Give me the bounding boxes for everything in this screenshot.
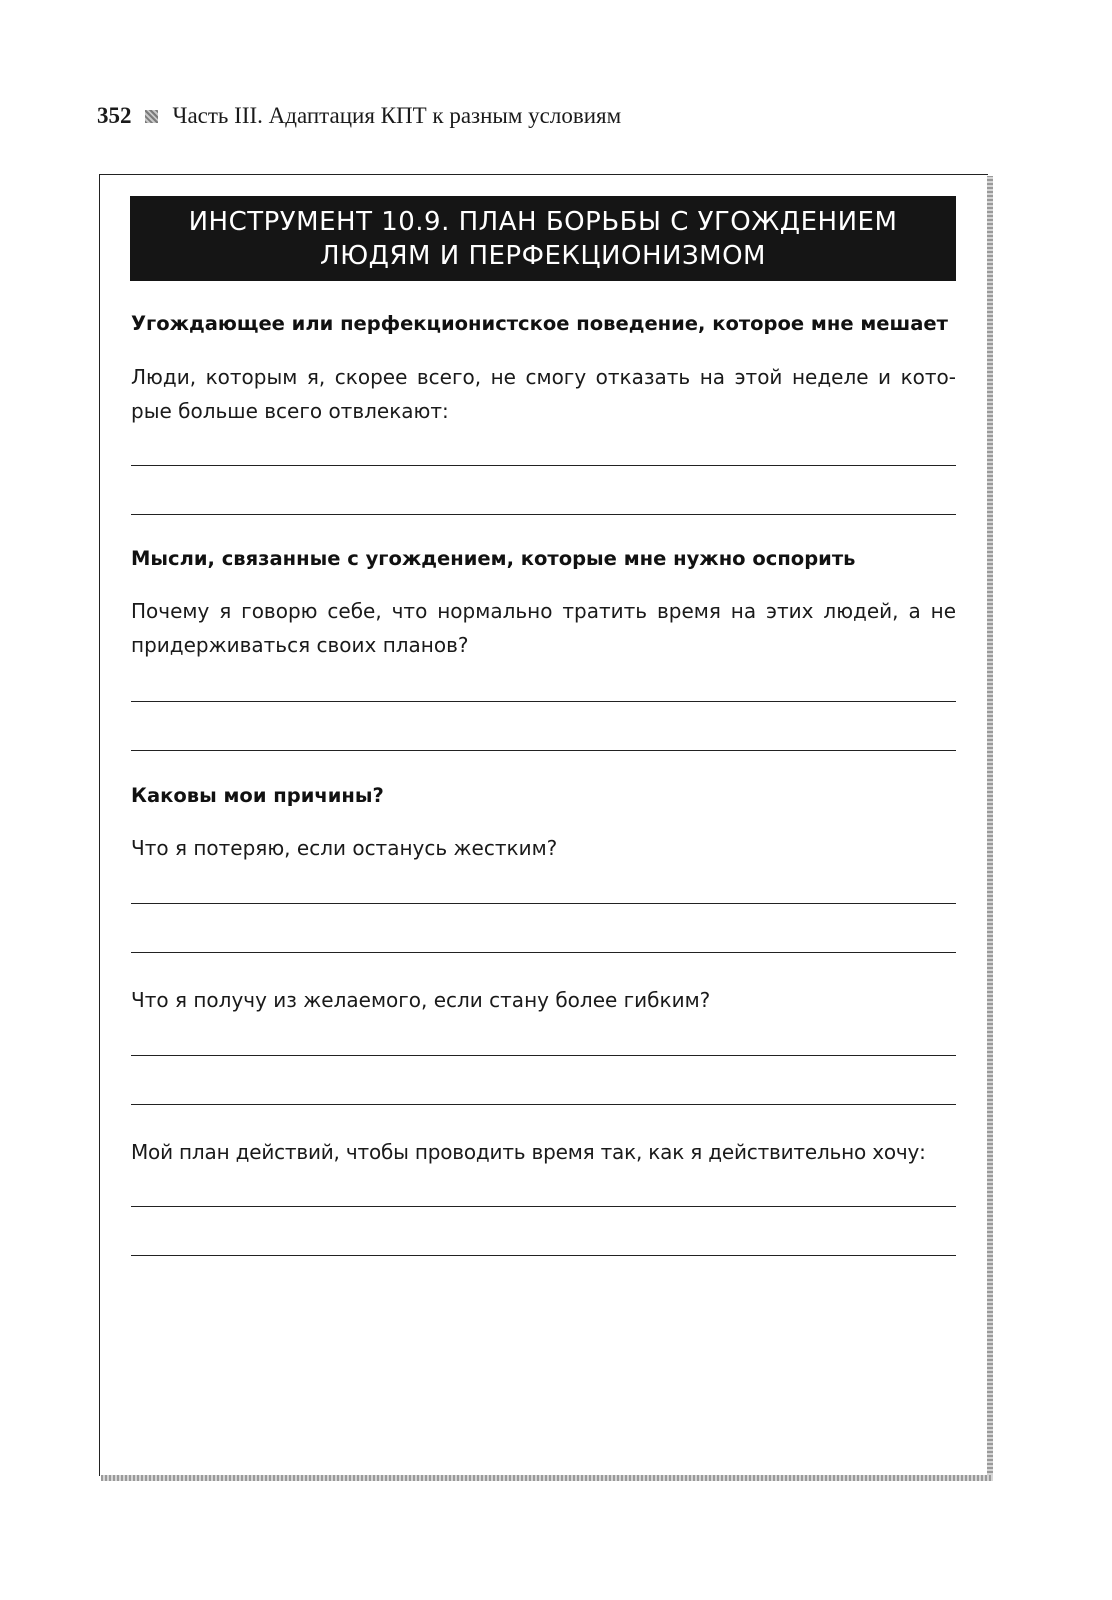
answer-line[interactable] (131, 952, 956, 953)
prompt-why-spend-time: Почему я говорю себе, что нормально тратить время на этих людей, а не придерживаться своих планов? (131, 599, 956, 657)
tool-title (143, 205, 943, 273)
section-heading-reasons: Каковы мои причины? (131, 784, 384, 807)
prompt-what-will-i-lose: Что я потеряю, если останусь жестким? (131, 836, 558, 860)
tool-title-line-2: ЛЮДЯМ И ПЕРФЕКЦИОНИЗМОМ (320, 240, 766, 271)
prompt-action-plan: Мой план действий, чтобы проводить время так, как я действительно хочу: (131, 1140, 926, 1164)
section-heading-thoughts: Мысли, связанные с угождением, которые мне нужно оспорить (131, 547, 856, 570)
answer-line[interactable] (131, 701, 956, 702)
answer-line[interactable] (131, 514, 956, 515)
answer-line[interactable] (131, 903, 956, 904)
frame-shadow-right (987, 176, 993, 1481)
answer-line[interactable] (131, 750, 956, 751)
answer-line[interactable] (131, 1104, 956, 1105)
answer-line[interactable] (131, 465, 956, 466)
answer-line[interactable] (131, 1055, 956, 1056)
page-number: 352 (97, 103, 132, 128)
answer-line[interactable] (131, 1206, 956, 1207)
square-bullet-icon (145, 110, 158, 123)
tool-title-bar (130, 196, 956, 281)
prompt-what-will-i-gain: Что я получу из желаемого, если стану более гибким? (131, 988, 711, 1012)
prompt-people-hard-to-refuse: Люди, которым я, скорее всего, не смогу отказать на этой неделе и кото-рые больше всего отвлекают: (131, 365, 956, 423)
running-head-title: Часть III. Адаптация КПТ к разным условиям (172, 103, 622, 128)
answer-line[interactable] (131, 1255, 956, 1256)
tool-title-line-1: ИНСТРУМЕНТ 10.9. ПЛАН БОРЬБЫ С УГОЖДЕНИЕМ (188, 206, 898, 237)
running-head (97, 99, 621, 133)
frame-shadow-bottom (101, 1475, 993, 1481)
section-heading-behavior: Угождающее или перфекционистское поведение, которое мне мешает (131, 312, 948, 335)
